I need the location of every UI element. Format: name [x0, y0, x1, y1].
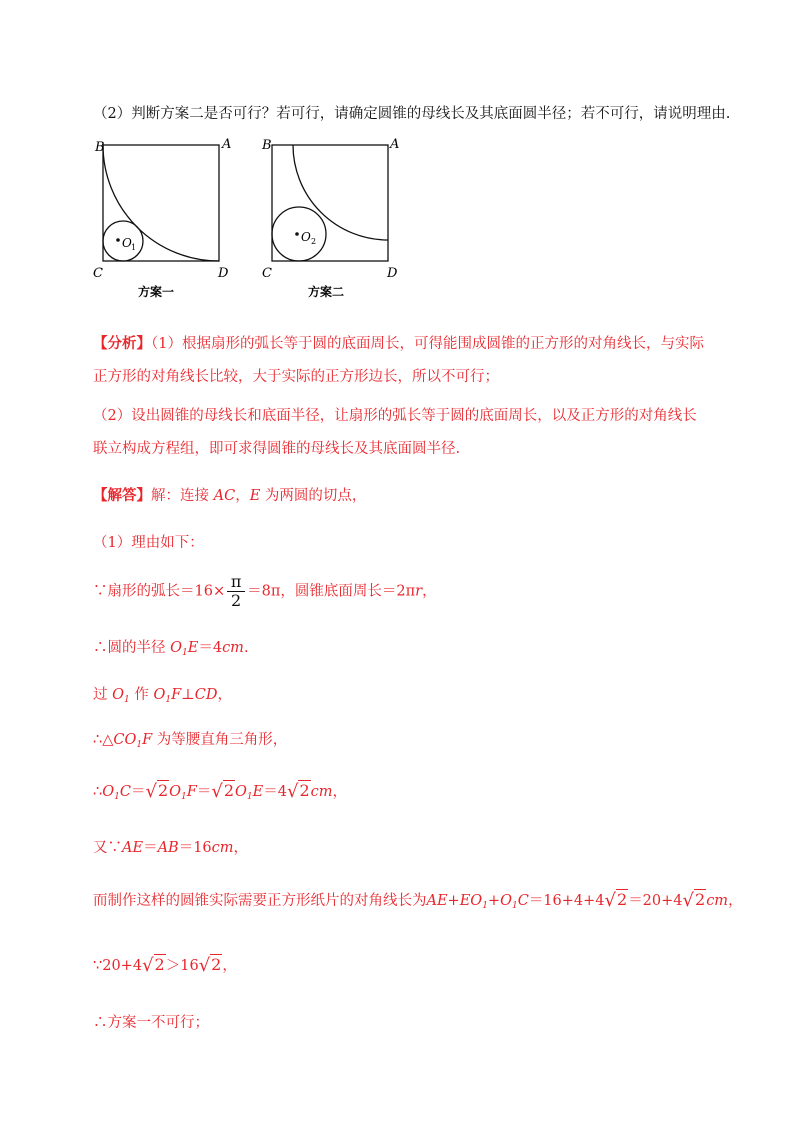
sqrt-2d: √2: [604, 890, 628, 911]
segment-ac: AC: [213, 488, 236, 504]
o1c-end: ，: [332, 784, 347, 800]
frac-num: π: [230, 572, 242, 591]
var-r: r: [415, 583, 423, 600]
o1c-line: [93, 780, 347, 802]
diag-a: 而制作这样的圆锥实际需要正方形纸片的对角线长为: [93, 893, 427, 909]
label-o1-sub: 1: [131, 243, 137, 252]
label-b2: B: [262, 138, 272, 153]
perp-sym: ⊥: [181, 687, 195, 703]
arc-length-c: ，: [422, 583, 437, 600]
solution-intro-rest: 为两圆的切点，: [264, 488, 367, 504]
unit-cm-4: cm: [706, 893, 729, 909]
co1f: $CO_1F$: [113, 732, 153, 750]
comma: ，: [235, 488, 250, 504]
arc-length-a: ∵扇形的弧长＝16×: [93, 583, 226, 600]
label-a2: A: [390, 137, 400, 152]
label-b1: B: [95, 140, 105, 155]
diagonal-line: [93, 889, 743, 911]
ae-end: ，: [233, 840, 249, 856]
sqrt-2e: √2: [682, 890, 706, 911]
ae: AE: [122, 840, 144, 856]
analysis-p1: [93, 327, 708, 394]
eq2: ＝: [196, 784, 212, 800]
perp-a: 过: [93, 687, 108, 703]
sqrt-2f: √2: [142, 955, 165, 976]
caption-scheme-two: 方案二: [308, 285, 345, 299]
label-c2: C: [262, 266, 272, 281]
ae-ab-line: [93, 836, 248, 857]
label-o2-sub: 2: [311, 237, 317, 246]
conclusion-line: ∴方案一不可行；: [93, 1015, 209, 1031]
label-a1: A: [222, 137, 232, 152]
arc-length-line: [93, 573, 437, 610]
tri-a: ∴△: [93, 732, 114, 748]
geometry-figures: [0, 130, 800, 340]
radius-line: [93, 636, 249, 658]
o1c-a: ∴: [93, 784, 103, 800]
o1f: $O_1F$: [153, 687, 182, 705]
unit-cm: cm: [222, 640, 244, 656]
sqrt-2b: √2: [211, 781, 234, 802]
sqrt-2c: √2: [286, 781, 310, 802]
eq3: ＝: [263, 784, 278, 800]
ab: AB: [157, 840, 179, 856]
compare-line: [93, 954, 237, 976]
sqrt-2: √2: [145, 781, 169, 802]
caption-scheme-one: 方案一: [138, 285, 175, 299]
analysis-p2: [93, 400, 708, 466]
tri-b: 为等腰直角三角形，: [156, 732, 288, 748]
figure-scheme-two: [261, 137, 399, 299]
analysis-p1-text: （1）根据扇形的弧长等于圆的底面周长，可得能围成圆锥的正方形的对角线长，与实际正方形的对角线长比较，大于实际的正方形边长，所以不可行；: [93, 336, 704, 385]
radius-b: ＝4: [198, 640, 223, 656]
ae-a: 又∵: [93, 840, 122, 856]
radius-a: ∴圆的半径: [93, 640, 166, 656]
cmp-b: ＞16: [165, 958, 199, 974]
figure-scheme-one: [93, 137, 231, 299]
o1e-2: $O_1E$: [235, 784, 264, 802]
label-c1: C: [93, 266, 103, 281]
ae-val: ＝16: [178, 840, 212, 856]
cmp-a: ∵20+4: [93, 958, 143, 974]
four: 4: [277, 784, 287, 800]
solution-intro: [93, 484, 366, 505]
analysis-p2-text: （2）设出圆锥的母线长和底面半径，让扇形的弧长等于圆的底面周长，以及正方形的对角线长联立构成方程组，即可求得圆锥的母线长及其底面圆半径.: [93, 408, 697, 457]
diag-end: ，: [728, 893, 743, 909]
ae-eo1-o1c: $AE+EO_1+O_1C$: [426, 893, 529, 911]
point-e: E: [249, 488, 261, 504]
solution-intro-text: 解：连接: [151, 488, 209, 504]
o1: $O_1$: [112, 687, 130, 705]
label-d1: D: [218, 266, 229, 281]
eq1: ＝: [130, 784, 146, 800]
label-o2: O: [301, 230, 311, 244]
triangle-line: [93, 728, 287, 750]
diag-c: ＝20+4: [628, 893, 683, 909]
ae-eq: ＝: [143, 840, 158, 856]
reason-line: （1）理由如下：: [93, 535, 204, 551]
cmp-end: ，: [222, 958, 237, 974]
label-o1: O: [122, 236, 132, 250]
segment-cd: CD: [194, 687, 218, 703]
fraction-pi-over-2: [227, 573, 245, 610]
label-d2: D: [387, 266, 398, 281]
perpendicular-line: [93, 683, 232, 705]
diag-b: ＝16+4+4: [528, 893, 605, 909]
solution-tag: 【解答】: [93, 487, 151, 504]
sqrt-2g: √2: [198, 955, 222, 976]
o1e: $O_1E$: [170, 640, 199, 658]
unit-cm-2: cm: [310, 784, 333, 800]
question-text: （2）判断方案二是否可行？若可行，请确定圆锥的母线长及其底面圆半径；若不可行，请说明理由.: [93, 106, 731, 122]
unit-cm-3: cm: [211, 840, 234, 856]
frac-den: 2: [227, 591, 245, 610]
arc-length-b: ＝8π，圆锥底面周长＝2π: [247, 583, 416, 600]
perp-b: 作: [134, 687, 149, 703]
perp-d: ，: [217, 687, 233, 703]
o1f-2: $O_1F$: [169, 784, 197, 802]
analysis-tag: 【分析】: [93, 335, 151, 352]
o1c: $O_1C$: [102, 784, 131, 802]
radius-c: .: [243, 640, 249, 656]
